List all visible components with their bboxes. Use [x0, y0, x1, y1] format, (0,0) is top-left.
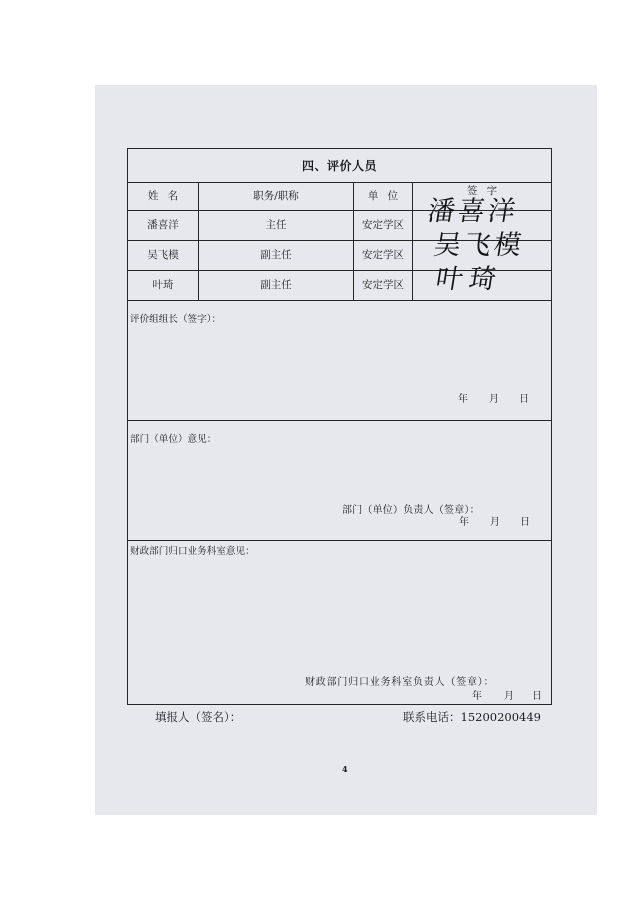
- phone-label: 联系电话：: [403, 710, 461, 724]
- date-day-label: 日: [519, 394, 529, 405]
- phone-number: 15200200449: [460, 710, 541, 724]
- column-header-signature: 签 字: [413, 183, 551, 211]
- date-month-label: 月: [489, 394, 499, 405]
- table-row-1-name: 潘喜洋: [128, 211, 199, 241]
- date-day-label: 日: [520, 517, 530, 528]
- finance-opinion-label: 财政部门归口业务科室意见：: [130, 546, 255, 557]
- handwritten-signature-2: 吴飞模: [431, 230, 527, 261]
- page-number: 4: [342, 764, 348, 774]
- table-row-1-title: 主任: [199, 211, 354, 241]
- department-signer-label: 部门（单位）负责人（签章）：: [342, 505, 480, 516]
- table-row-3-name: 叶琦: [128, 271, 199, 301]
- table-row-2-unit: 安定学区: [354, 241, 413, 271]
- column-header-unit: 单 位: [354, 183, 413, 211]
- column-header-name: 姓 名: [128, 183, 199, 211]
- team-leader-label: 评价组组长（签字）：: [130, 314, 222, 325]
- date-year-label: 年: [459, 517, 469, 528]
- finance-signer-label: 财政部门归口业务科室负责人（签章）：: [305, 677, 495, 688]
- filler-signature-label: 填报人（签名）：: [155, 710, 242, 724]
- team-leader-section: [128, 301, 551, 421]
- department-opinion-section: [128, 421, 551, 541]
- table-row-1-unit: 安定学区: [354, 211, 413, 241]
- table-row-3-unit: 安定学区: [354, 271, 413, 301]
- date-year-label: 年: [458, 394, 468, 405]
- table-row-2-name: 吴飞模: [128, 241, 199, 271]
- evaluators-form-table: [127, 148, 552, 705]
- handwritten-signature-3: 叶琦: [433, 264, 505, 295]
- department-opinion-label: 部门（单位）意见：: [130, 434, 217, 445]
- section-heading: 四、评价人员: [128, 149, 551, 183]
- contact-phone: [403, 711, 541, 724]
- date-month-label: 月: [504, 691, 514, 702]
- column-header-title: 职务/职称: [199, 183, 354, 211]
- date-month-label: 月: [490, 517, 500, 528]
- table-row-3-title: 副主任: [199, 271, 354, 301]
- finance-opinion-section: [128, 541, 551, 704]
- date-day-label: 日: [532, 691, 542, 702]
- handwritten-signature-1: 潘喜洋: [425, 196, 521, 227]
- date-year-label: 年: [472, 691, 482, 702]
- table-row-2-title: 副主任: [199, 241, 354, 271]
